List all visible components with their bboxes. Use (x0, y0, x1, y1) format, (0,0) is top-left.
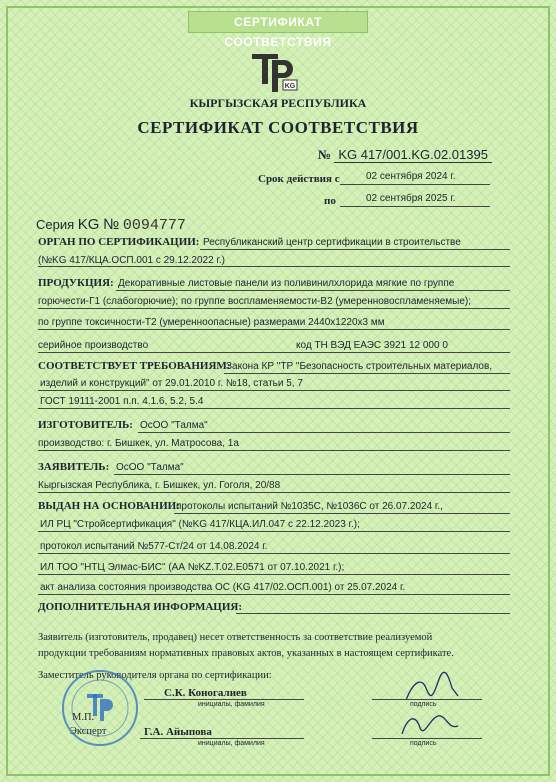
footer-line1: Заявитель (изготовитель, продавец) несет ответственность за соответствие реализуемой (38, 632, 433, 643)
expert-label: Эксперт (70, 726, 107, 737)
requirements-line2: изделий и конструкций" от 29.01.2010 г. №18, статьи 5, 7 (40, 378, 303, 389)
expert-sign-caption: подпись (410, 740, 437, 747)
number-value: KG 417/001.KG.02.01395 (334, 147, 492, 163)
product-label: ПРОДУКЦИЯ: (38, 277, 114, 289)
product-line3: по группе токсичности-Т2 (умеренноопасные) размерами 2440х1220х3 мм (38, 317, 385, 328)
certificate-number (318, 147, 492, 163)
series-label: Серия (36, 217, 75, 232)
series-num-sign: № (103, 216, 120, 233)
product-line1: Декоративные листовые панели из поливинилхлорида мягкие по группе (118, 278, 455, 289)
deputy-name: С.К. Коногалиев (164, 687, 247, 699)
basis-line1: протоколы испытаний №1035С, №1036С от 26.07.2024 г., (176, 501, 443, 512)
manufacturer-name: ОсОО "Талма" (140, 420, 208, 431)
validity-from-label: Срок действия с (258, 173, 340, 185)
validity-to-date: 02 сентября 2025 г. (366, 193, 456, 204)
number-sign: № (318, 147, 332, 162)
applicant-name: ОсОО "Талма" (116, 462, 184, 473)
document-title: СЕРТИФИКАТ СООТВЕТСТВИЯ (137, 118, 419, 137)
requirements-line1: Закона КР "ТР "Безопасность строительных материалов, (226, 361, 493, 372)
basis-line3: протокол испытаний №577-Ст/24 от 14.08.2024 г. (40, 541, 268, 552)
footer-line2: продукции требованиям нормативных правовых актов, указанных в настоящем сертификате. (38, 648, 454, 659)
requirements-line3: ГОСТ 19111-2001 п.п. 4.1.6, 5.2, 5.4 (40, 396, 204, 407)
basis-line4: ИЛ ТОО "НТЦ Элмас-БИС" (АА №KZ.T.02.E0571 от 07.10.2021 г.); (40, 562, 345, 573)
series-kg: KG (77, 216, 100, 233)
series-number: 0094777 (122, 217, 186, 234)
deputy-initials-caption: инициалы, фамилия (198, 701, 265, 708)
form-series (36, 216, 186, 234)
organ-label: ОРГАН ПО СЕРТИФИКАЦИИ: (38, 236, 200, 248)
additional-label: ДОПОЛНИТЕЛЬНАЯ ИНФОРМАЦИЯ: (38, 601, 242, 613)
country-name: КЫРГЫЗСКАЯ РЕСПУБЛИКА (189, 96, 367, 110)
validity-to-label-text: по (324, 195, 336, 207)
mp-label: М.П. (72, 712, 95, 723)
product-code: код ТН ВЭД ЕАЭС 3921 12 000 0 (296, 340, 448, 351)
requirements-label: СООТВЕТСТВУЕТ ТРЕБОВАНИЯМ: (38, 360, 231, 372)
expert-signature-icon (398, 708, 462, 740)
product-line4: серийное производство (38, 340, 149, 351)
organ-line2: (№KG 417/КЦА.ОСП.001 с 29.12.2022 г.) (38, 255, 225, 266)
deputy-label: Заместитель руководителя органа по сертификации: (38, 670, 272, 681)
top-banner: СЕРТИФИКАТ СООТВЕТСТВИЯ (188, 11, 368, 33)
expert-name: Г.А. Айыпова (144, 726, 212, 738)
expert-initials-caption: инициалы, фамилия (198, 740, 265, 747)
applicant-label: ЗАЯВИТЕЛЬ: (38, 461, 110, 473)
basis-line2: ИЛ РЦ "Стройсертификация" (№KG 417/КЦА.ИЛ.047 с 22.12.2023 г.); (40, 519, 360, 530)
logo-badge: KG (284, 83, 296, 90)
applicant-address: Кыргызская Республика, г. Бишкек, ул. Гоголя, 20/88 (38, 480, 281, 491)
manufacturer-address: производство: г. Бишкек, ул. Матросова, 1а (38, 438, 239, 449)
organ-line1: Республиканский центр сертификации в строительстве (203, 237, 461, 248)
tr-kg-logo-icon (250, 52, 300, 94)
product-line2: горючести-Г1 (слабогорючие); по группе воспламеняемости-В2 (умеренновоспламеняемые); (38, 296, 472, 307)
deputy-sign-caption: подпись (410, 701, 437, 708)
validity-from-date: 02 сентября 2024 г. (366, 171, 456, 182)
basis-label: ВЫДАН НА ОСНОВАНИИ: (38, 500, 180, 512)
basis-line5: акт анализа состояния производства ОС (KG 417/02.ОСП.001) от 25.07.2024 г. (40, 582, 406, 593)
manufacturer-label: ИЗГОТОВИТЕЛЬ: (38, 419, 133, 431)
